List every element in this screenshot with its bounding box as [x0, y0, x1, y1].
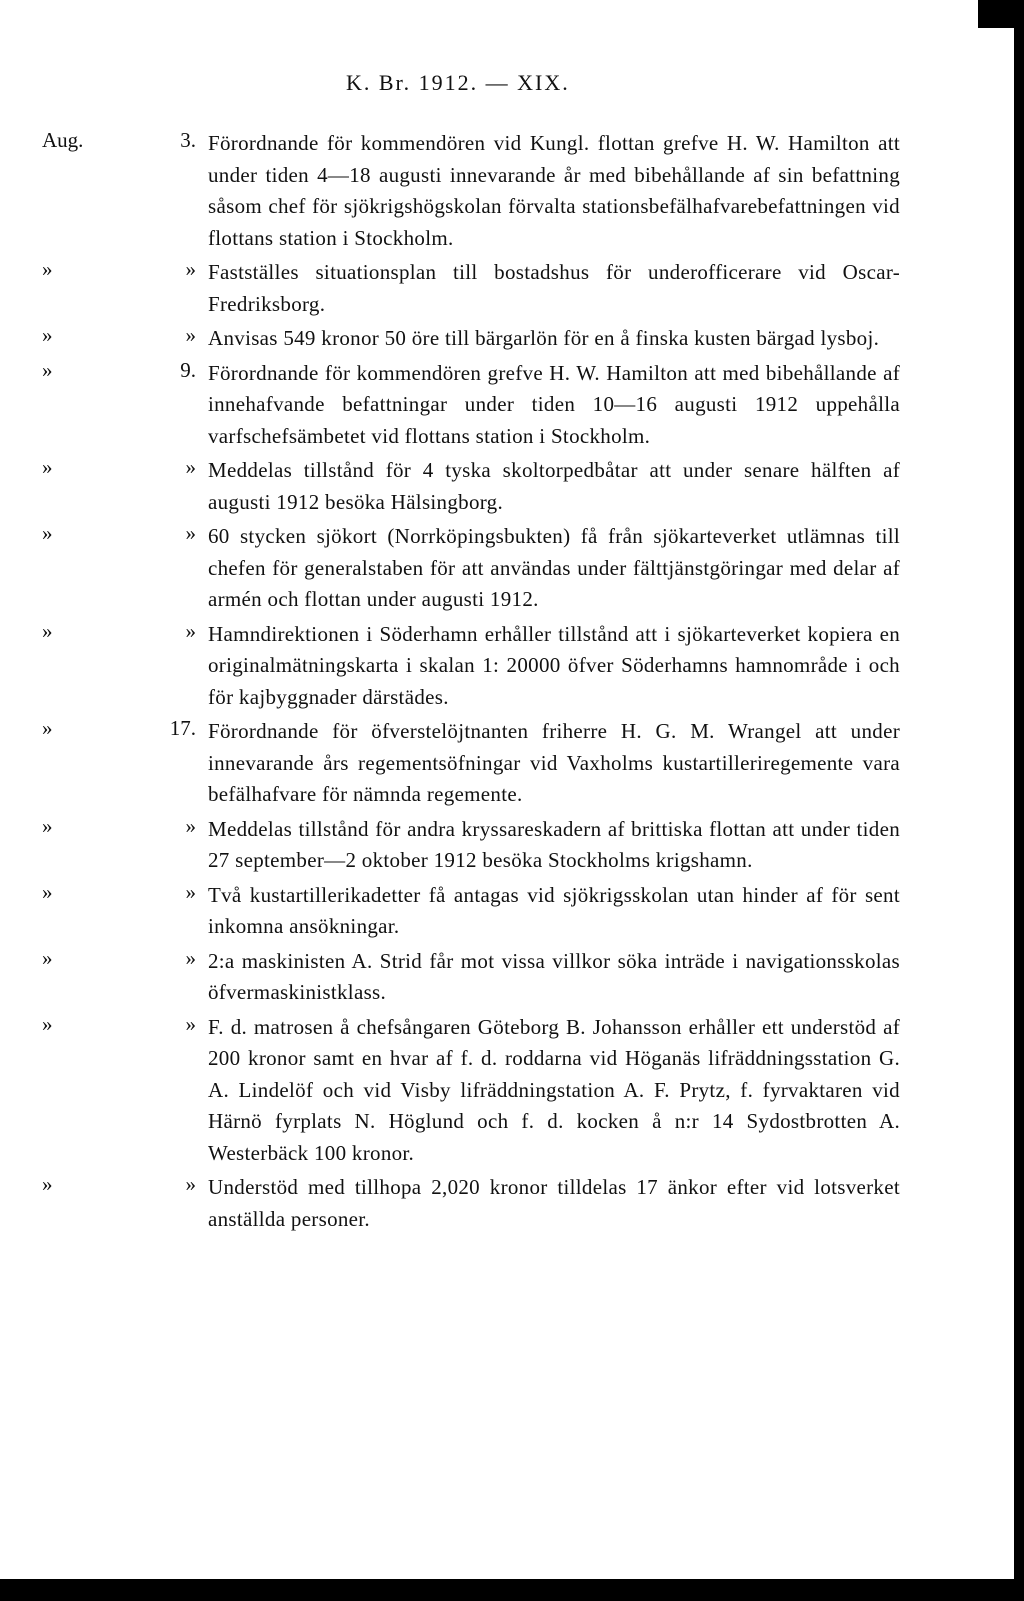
entry-text: Anvisas 549 kronor 50 öre till bärgarlön för en å finska kusten bärgad lysboj. — [208, 326, 880, 350]
entry-month: » — [42, 257, 53, 281]
entry — [0, 946, 1024, 1009]
entry — [0, 1012, 1024, 1170]
entry-text: Meddelas tillstånd för 4 tyska skoltorpedbåtar att under senare hälften af augusti 1912 besöka Hälsingborg. — [208, 458, 900, 514]
entry-text: Två kustartillerikadetter få antagas vid sjökrigsskolan utan hinder af för sent inkomna ansökningar. — [208, 882, 900, 938]
entry — [0, 128, 1024, 254]
entry-month: » — [42, 1172, 53, 1196]
entry-day: » — [185, 1172, 196, 1196]
entry — [0, 814, 1024, 877]
entry-day: » — [185, 879, 196, 904]
entry-month: » — [42, 455, 53, 479]
entry-text: Fastställes situationsplan till bostadshus för underofficerare vid Oscar-Fredriksborg. — [208, 260, 900, 316]
entry-day: » — [185, 618, 196, 643]
entry-day: 9. — [180, 357, 196, 382]
entry-list — [0, 128, 1024, 1238]
entry — [0, 521, 1024, 616]
entry — [0, 257, 1024, 320]
entry-day: 3. — [180, 128, 196, 152]
entry — [0, 880, 1024, 943]
entry-day: » — [185, 945, 196, 970]
entry-text: F. d. matrosen å chefsångaren Göteborg B. Johansson erhåller ett understöd af 200 kronor samt en hvar af f. d. roddarna vid Höganäs lifräddningsstation G. A. Lindelöf och vid Visby lifräddningstation A. F. Prytz, f. fyrvaktaren vid Härnö fyrplats N. Höglund och f. d. kocken å n:r 14 Sydostbrotten A. Westerbäck 100 kronor. — [208, 1014, 900, 1165]
entry — [0, 358, 1024, 453]
entry-day: » — [185, 813, 196, 838]
entry — [0, 716, 1024, 811]
entry-text: Förordnande för öfverstelöjtnanten friherre H. G. M. Wrangel att under innevarande års regementsöfningar vid Vaxholms kustartilleriregemente vara befälhafvare för nämnda regemente. — [208, 719, 900, 806]
entry-month: Aug. — [42, 128, 84, 152]
entry-text: Förordnande för kommendören grefve H. W. Hamilton att med bibehållande af innehafvande befattningar under tiden 10—16 augusti 1912 uppehålla varfschefsämbetet vid flottans station i Stockholm. — [208, 360, 900, 448]
entry — [0, 619, 1024, 714]
entry-text: Understöd med tillhopa 2,020 kronor tilldelas 17 änkor efter vid lotsverket anställda personer. — [208, 1175, 900, 1231]
entry-text: Hamndirektionen i Söderhamn erhåller tillstånd att i sjökarteverket kopiera en originalmätningskarta i skalan 1: 20000 öfver Söderhamns hamnområde i och för kajbyggnader därstädes. — [208, 621, 900, 709]
entry — [0, 1172, 1024, 1235]
entry-day: 17. — [169, 716, 196, 740]
entry-month: » — [42, 323, 53, 347]
entry-day: » — [185, 1011, 196, 1036]
entry-day: » — [185, 455, 196, 479]
entry-month: » — [42, 1011, 53, 1036]
entry-text: Förordnande för kommendören vid Kungl. flottan grefve H. W. Hamilton att under tiden 4—18 augusti innevarande år med bibehållande af sin befattning såsom chef för sjökrigshögskolan förvalta stationsbefälhafvarebefattningen vid flottans station i Stockholm. — [208, 131, 900, 250]
entry-month: » — [42, 521, 53, 545]
entry-day: » — [185, 323, 196, 347]
entry — [0, 323, 1024, 355]
entry-month: » — [42, 357, 53, 382]
entry-text: 2:a maskinisten A. Strid får mot vissa villkor söka inträde i navigationsskolas öfvermaskinistklass. — [208, 948, 900, 1004]
entry-month: » — [42, 945, 53, 970]
entry-text: Meddelas tillstånd för andra kryssareskadern af brittiska flottan att under tiden 27 september—2 oktober 1912 besöka Stockholms krigshamn. — [208, 816, 900, 872]
entry-day: » — [185, 257, 196, 281]
entry-month: » — [42, 716, 53, 740]
page-header: K. Br. 1912. — XIX. — [346, 70, 570, 95]
scan-corner-mark — [978, 0, 1024, 28]
entry-month: » — [42, 879, 53, 904]
entry-month: » — [42, 618, 53, 643]
entry-day: » — [185, 521, 196, 545]
entry-text: 60 stycken sjökort (Norrköpingsbukten) få från sjökarteverket utlämnas till chefen för generalstaben för att användas under fälttjänstgöringar med delar af armén och flottan under augusti 1912. — [208, 524, 900, 611]
entry — [0, 455, 1024, 518]
entry-month: » — [42, 813, 53, 838]
